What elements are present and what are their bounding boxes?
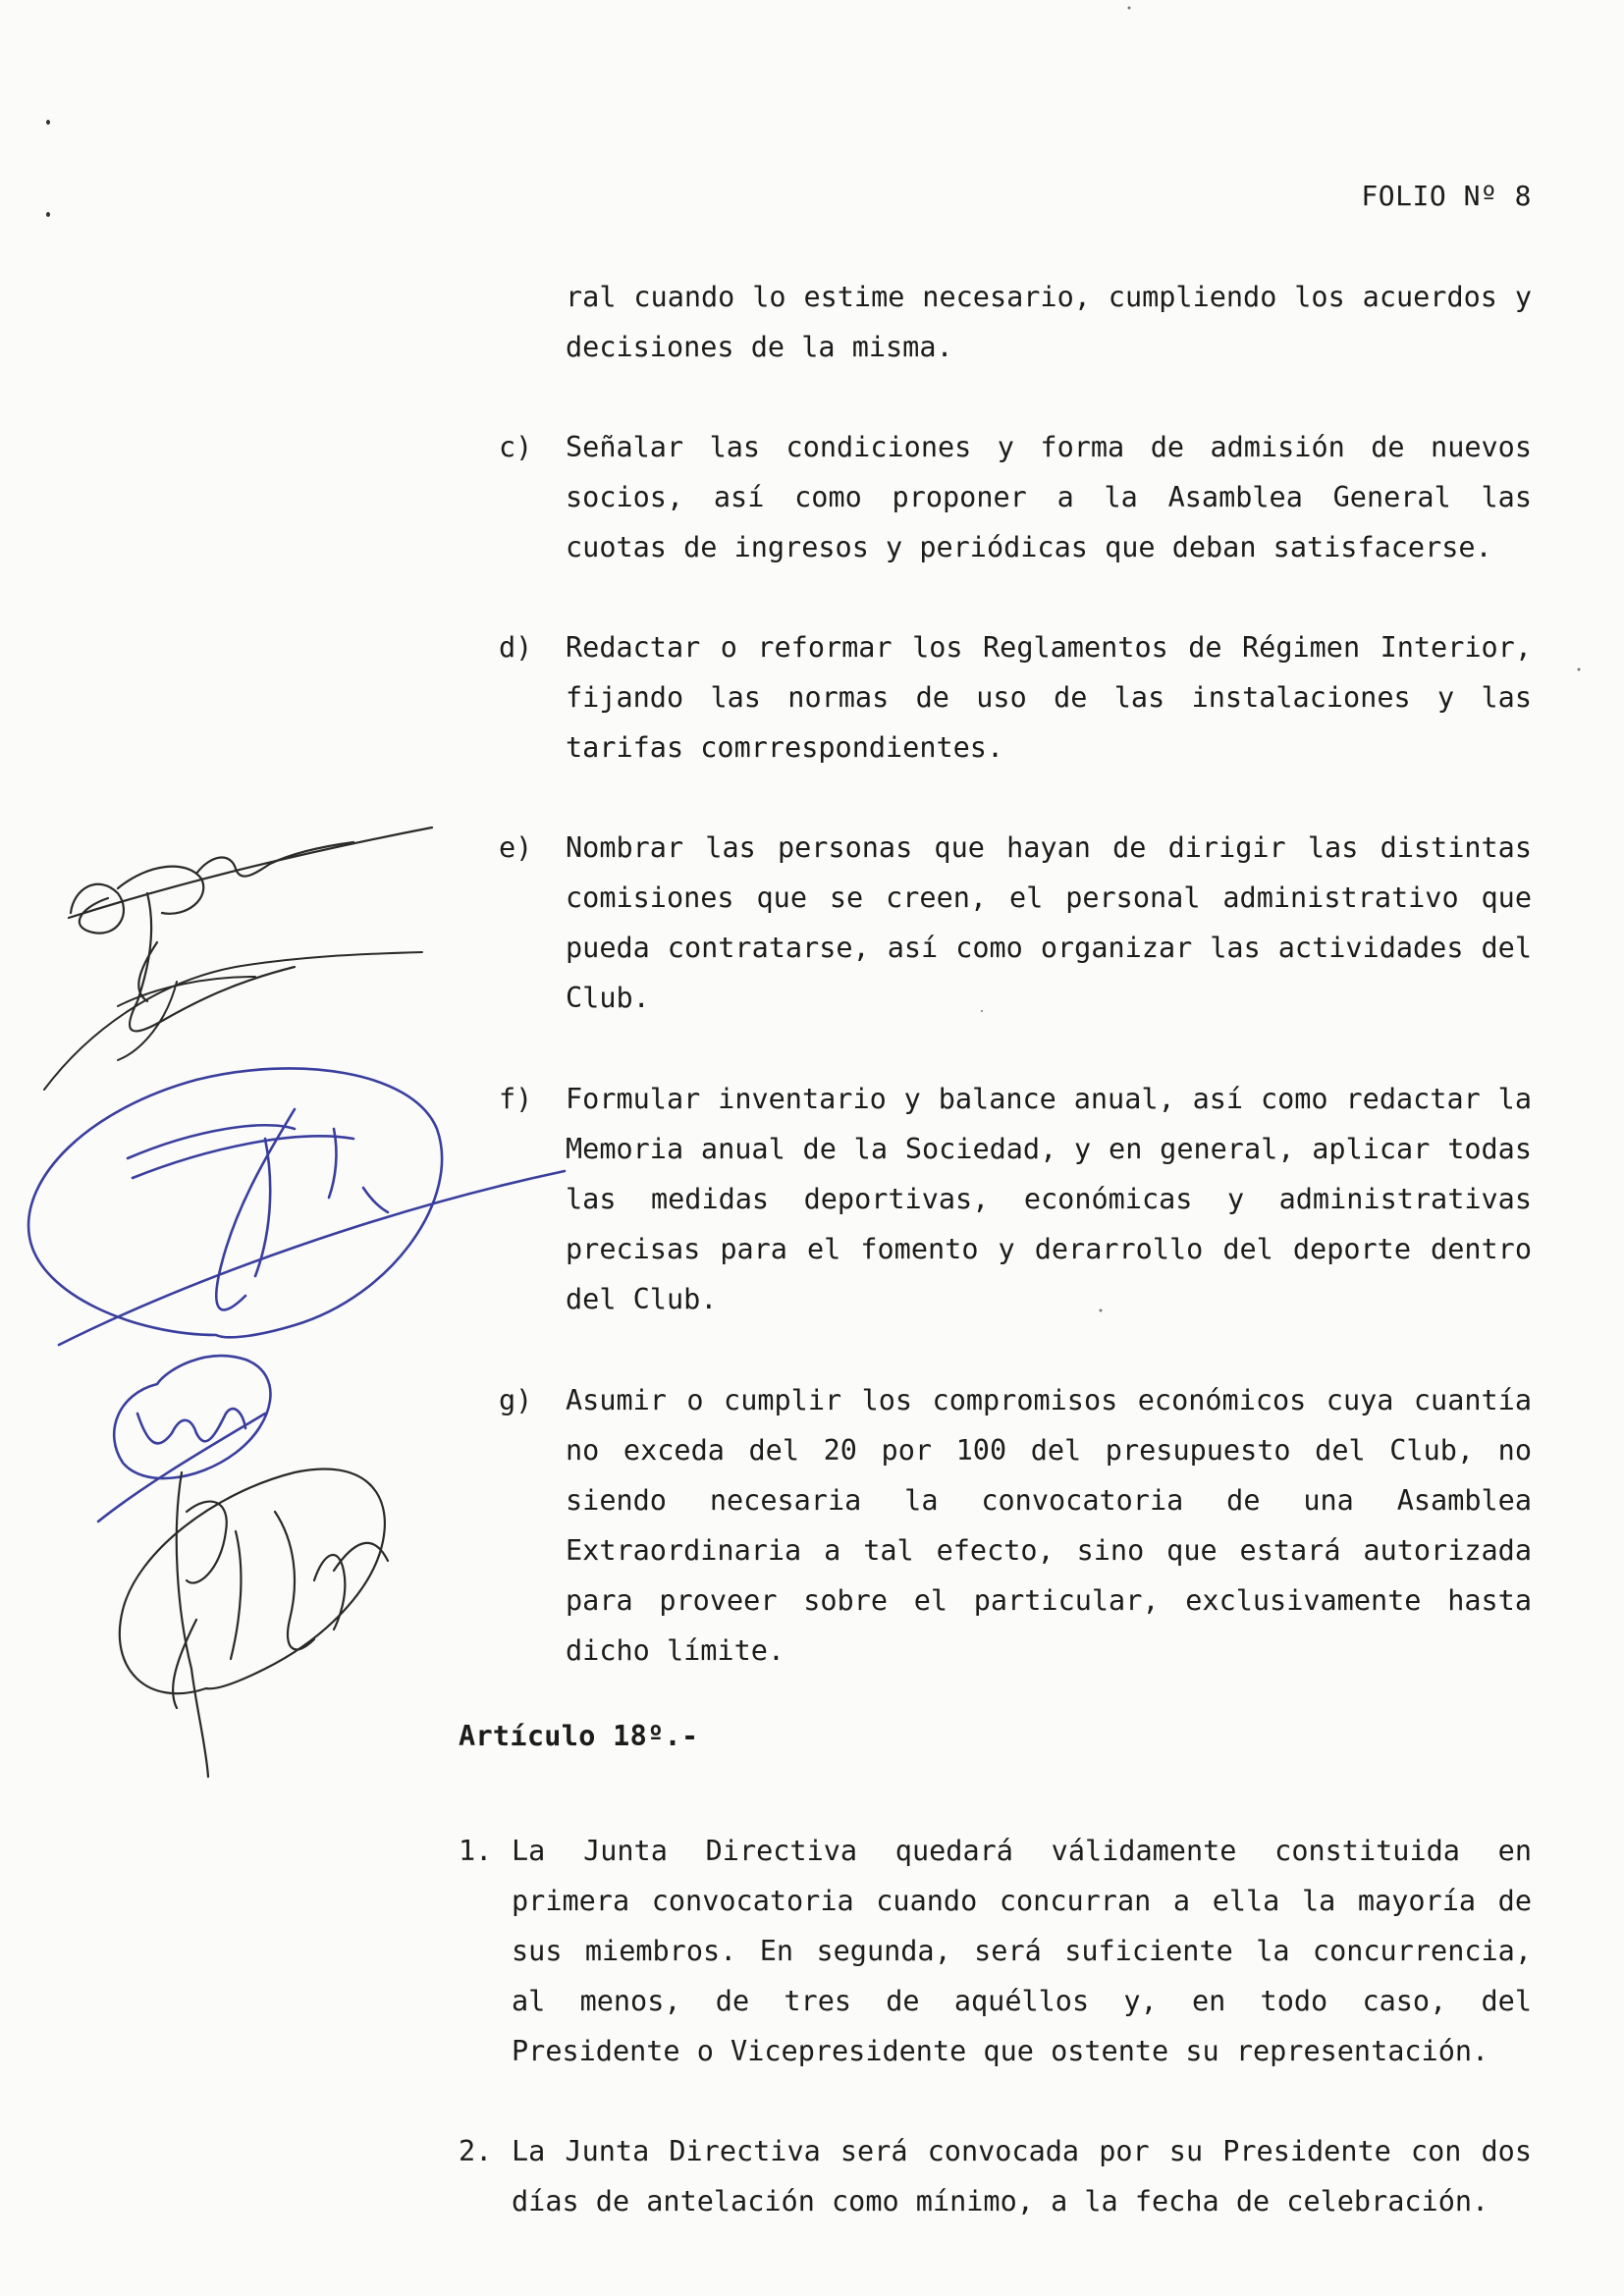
continuation-paragraph: ral cuando lo estime necesario, cumpliendo los acuerdos y decisiones de la misma. <box>566 281 1532 363</box>
signature-5 <box>120 1468 388 1777</box>
scan-mark <box>46 212 50 217</box>
list-marker: c) <box>499 431 533 463</box>
list-marker: d) <box>499 631 533 664</box>
list-item-f <box>499 1074 1532 1324</box>
signature-2 <box>44 952 422 1090</box>
list-item-text: Señalar las condiciones y forma de admisión de nuevos socios, así como proponer a la Asamblea General las cuotas de ingresos y periódicas que deban satisfacerse. <box>566 431 1532 563</box>
list-item-text: La Junta Directiva será convocada por su Presidente con dos días de antelación como mínimo, a la fecha de celebración. <box>512 2135 1532 2217</box>
list-item-c <box>499 422 1532 572</box>
folio-number: FOLIO Nº 8 <box>1361 180 1532 212</box>
list-marker: e) <box>499 831 533 864</box>
signature-3 <box>28 1068 565 1345</box>
list-item-text: Redactar o reformar los Reglamentos de Régimen Interior, fijando las normas de uso de las instalaciones y las tarifas comrrespondientes. <box>566 631 1532 764</box>
list-marker: 2. <box>459 2135 493 2167</box>
article-heading: Artículo 18º.- <box>459 1720 699 1752</box>
list-item-text: La Junta Directiva quedará válidamente constituida en primera convocatoria cuando concurran a ella la mayoría de sus miembros. En segunda, será suficiente la concurrencia, al menos, de tres de aquéllos y, en todo caso, del Presidente o Vicepresidente que ostente su representación. <box>512 1835 1532 2067</box>
list-marker: g) <box>499 1384 533 1416</box>
list-marker: 1. <box>459 1835 493 1867</box>
list-item-text: Formular inventario y balance anual, así como redactar la Memoria anual de la Sociedad, y en general, aplicar todas las medidas deportivas, económicas y administrativas precisas para el fomento y derarrollo del deporte dentro del Club. <box>566 1083 1532 1315</box>
list-item-text: Asumir o cumplir los compromisos económicos cuya cuantía no exceda del 20 por 100 del presupuesto del Club, no siendo necesaria la convocatoria de una Asamblea Extraordinaria a tal efecto, sino que estará autorizada para proveer sobre el particular, exclusivamente hasta dicho límite. <box>566 1384 1532 1667</box>
article-item-1 <box>459 1826 1532 2076</box>
list-marker: f) <box>499 1083 533 1115</box>
scan-mark <box>46 120 50 125</box>
signature-1 <box>69 828 432 1031</box>
list-item-e <box>499 823 1532 1023</box>
list-item-d <box>499 622 1532 773</box>
list-item-g <box>499 1375 1532 1676</box>
signature-4 <box>98 1356 270 1522</box>
list-item-text: Nombrar las personas que hayan de dirigir las distintas comisiones que se creen, el personal administrativo que pueda contratarse, así como organizar las actividades del Club. <box>566 831 1532 1014</box>
article-item-2 <box>459 2126 1532 2226</box>
